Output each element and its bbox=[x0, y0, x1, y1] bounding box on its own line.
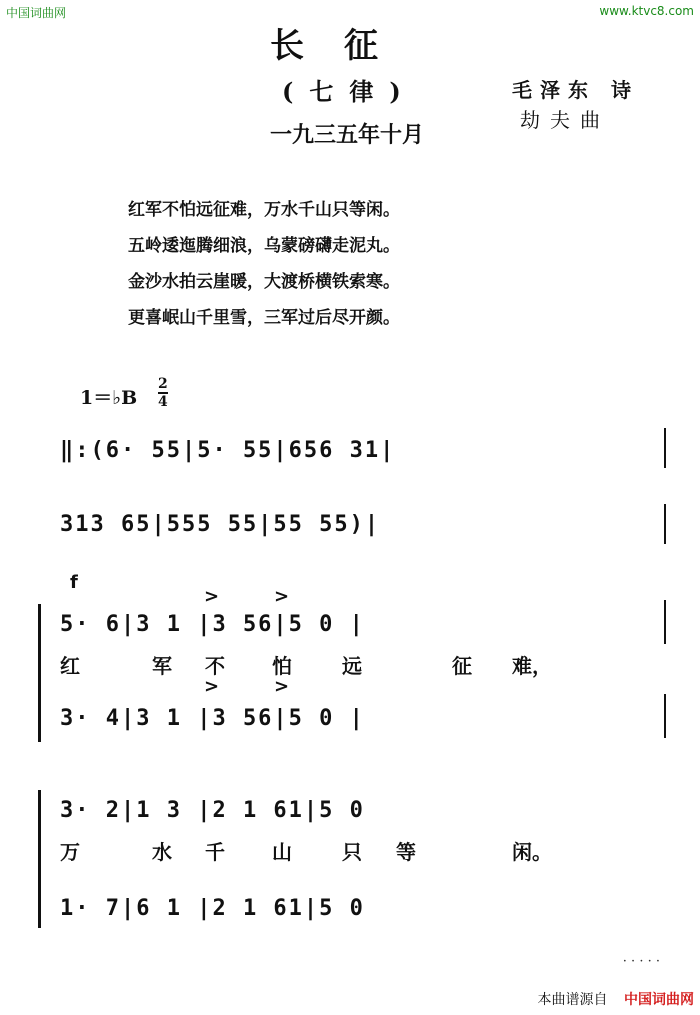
barline bbox=[664, 428, 666, 468]
lyric-char: 水 bbox=[152, 840, 172, 864]
song-subtitle: (七律) bbox=[282, 77, 417, 106]
system-bracket bbox=[38, 604, 53, 742]
verse2-lyrics bbox=[60, 836, 670, 862]
watermark-right: www.ktvc8.com bbox=[599, 4, 694, 18]
poem-line: 更喜岷山千里雪，三军过后尽开颜。 bbox=[128, 308, 400, 328]
verse2-melody-lower: 1· 7|6 1 |2 1 61|5 0 bbox=[60, 896, 365, 921]
time-signature-top: 2 bbox=[158, 376, 168, 392]
key-signature: 1＝♭B bbox=[80, 387, 138, 409]
lyric-char: 红 bbox=[60, 654, 80, 678]
poem-line: 五岭逶迤腾细浪，乌蒙磅礴走泥丸。 bbox=[128, 236, 400, 256]
poem-line: 红军不怕远征难，万水千山只等闲。 bbox=[128, 200, 400, 220]
lyric-char: 难， bbox=[512, 654, 552, 678]
lyric-char: 怕 bbox=[272, 654, 292, 678]
lyric-char: 等 bbox=[396, 840, 416, 864]
verse1-melody-upper: 5· 6|3 1 |3 56|5 0 | bbox=[60, 612, 365, 637]
intro-line-1: ‖:(6· 55|5· 55|656 31| bbox=[60, 438, 396, 463]
accent-mark: > bbox=[274, 586, 290, 607]
song-title: 长征 bbox=[270, 26, 418, 66]
barline bbox=[664, 600, 666, 644]
poem-line: 金沙水拍云崖暖，大渡桥横铁索寒。 bbox=[128, 272, 400, 292]
accent-mark: > bbox=[274, 676, 290, 697]
system-bracket bbox=[38, 790, 53, 928]
lyric-char: 远 bbox=[342, 654, 362, 678]
print-smudge: · · · · · bbox=[622, 954, 660, 969]
lyric-char: 万 bbox=[60, 840, 80, 864]
time-signature-bottom: 4 bbox=[158, 394, 168, 410]
accent-mark: > bbox=[204, 586, 220, 607]
lyric-char: 不 bbox=[205, 654, 225, 678]
verse1-lyrics bbox=[60, 650, 670, 676]
verse1-melody-lower: 3· 4|3 1 |3 56|5 0 | bbox=[60, 706, 365, 731]
barline bbox=[664, 694, 666, 738]
barline bbox=[664, 504, 666, 544]
lyric-char: 千 bbox=[205, 840, 225, 864]
poem-text bbox=[128, 192, 400, 336]
lyric-char: 闲。 bbox=[512, 840, 552, 864]
song-date: 一九三五年十月 bbox=[270, 122, 425, 148]
lyric-char: 军 bbox=[152, 654, 172, 678]
verse2-melody-upper: 3· 2|1 3 |2 1 61|5 0 bbox=[60, 798, 365, 823]
poet-credit: 毛泽东 诗 bbox=[512, 78, 639, 102]
footer-site: 中国词曲网 bbox=[624, 992, 694, 1008]
footer bbox=[538, 989, 694, 1009]
accent-mark: > bbox=[204, 676, 220, 697]
lyric-char: 山 bbox=[272, 840, 292, 864]
lyric-char: 只 bbox=[342, 840, 362, 864]
watermark-left: 中国词曲网 bbox=[6, 6, 67, 20]
time-signature bbox=[158, 376, 168, 410]
footer-source: 本曲谱源自 bbox=[537, 992, 608, 1008]
dynamic-mark: f bbox=[70, 572, 78, 593]
intro-line-2: 313 65|555 55|55 55)| bbox=[60, 512, 381, 537]
lyric-char: 征 bbox=[452, 654, 472, 678]
composer-credit: 劫夫曲 bbox=[520, 108, 610, 132]
